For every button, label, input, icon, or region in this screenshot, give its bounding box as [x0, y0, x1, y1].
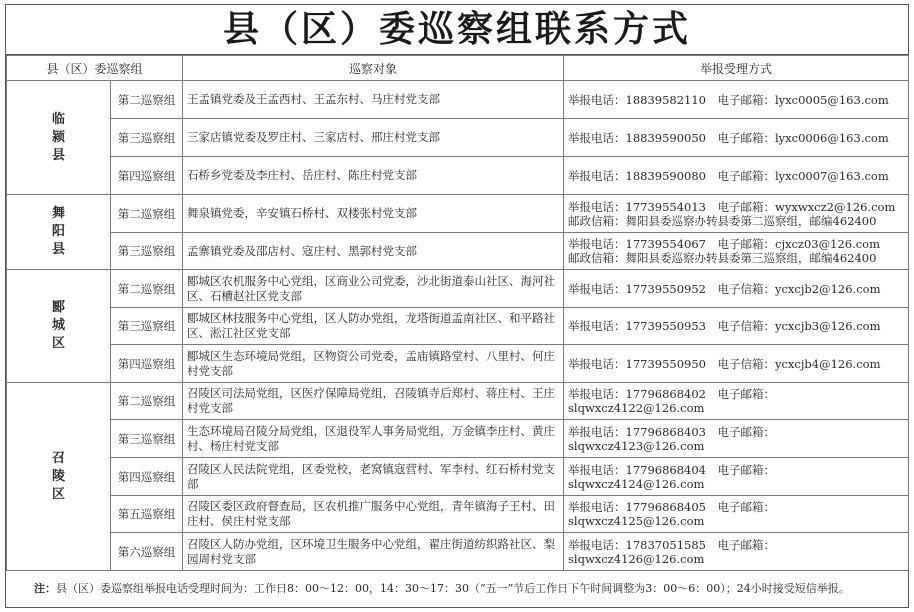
inspection-target: 三家店镇党委及罗庄村、三家店村、邢庄村党支部 — [183, 119, 564, 157]
inspection-target: 生态环境局召陵分局党组，区退役军人事务局党组，万金镇李庄村、黄庄村、杨庄村党支部 — [183, 420, 564, 458]
contact-line[interactable]: 邮政信箱：舞阳县委巡察办转县委第三巡察组，邮编462400 — [568, 251, 877, 265]
inspection-target: 召陵区司法局党组，区医疗保障局党组，召陵镇寺后郑村、蒋庄村、王庄村党支部 — [183, 383, 564, 420]
county-name — [7, 195, 111, 270]
contact-line[interactable]: 举报电话：17837051585 电子邮箱：slqwxcz4126@126.com — [568, 537, 775, 566]
contact-line[interactable]: 举报电话：17739550953 电子信箱：ycxcjb3@126.com — [568, 319, 881, 333]
report-contact — [564, 533, 909, 571]
report-contact — [564, 458, 909, 496]
inspection-target: 召陵区人民法院党组，区委党校，老窝镇寇营村、军李村、红石桥村党支部 — [183, 458, 564, 496]
report-contact — [564, 383, 909, 420]
county-name — [7, 270, 111, 383]
inspection-target: 孟寨镇党委及邵店村、寇庄村、黑郭村党支部 — [183, 233, 564, 270]
inspection-target: 郾城区农机服务中心党组，区商业公司党委，沙北街道泰山社区、海河社区、石槽赵社区党支部 — [183, 270, 564, 308]
report-contact — [564, 195, 909, 233]
county-name — [7, 383, 111, 571]
contact-line[interactable]: 举报电话：17796868402 电子邮箱：slqwxcz4122@126.com — [568, 387, 775, 415]
inspection-group: 第四巡察组 — [111, 157, 183, 195]
inspection-target: 召陵区人防办党组，区环境卫生服务中心党组，翟庄街道纺织路社区、梨园周村党支部 — [183, 533, 564, 571]
report-contact — [564, 496, 909, 533]
inspection-target: 王孟镇党委及王孟西村、王孟东村、马庄村党支部 — [183, 81, 564, 119]
inspection-group: 第三巡察组 — [111, 308, 183, 345]
contact-sheet — [5, 4, 909, 608]
header-target: 巡察对象 — [183, 56, 564, 81]
report-contact — [564, 157, 909, 195]
contact-line[interactable]: 举报电话：17739554013 电子邮箱：wyxwxcz2@126.com — [568, 199, 896, 214]
inspection-target: 郾城区林技服务中心党组，区人防办党组，龙塔街道孟南社区、和平路社区、淞江社区党支部 — [183, 308, 564, 345]
report-contact — [564, 420, 909, 458]
inspection-group: 第二巡察组 — [111, 383, 183, 420]
table-row — [7, 81, 909, 119]
report-contact — [564, 81, 909, 119]
inspection-group: 第二巡察组 — [111, 270, 183, 308]
footnote — [6, 571, 908, 607]
table-row — [7, 345, 909, 383]
contact-table — [6, 55, 909, 571]
table-row — [7, 270, 909, 308]
inspection-target: 召陵区委区政府督查局，区农机推广服务中心党组，青年镇海子王村、田庄村、侯庄村党支部 — [183, 496, 564, 533]
table-body — [7, 81, 909, 571]
county-name-text: 舞阳县 — [51, 206, 65, 257]
county-name-text: 郾城区 — [51, 300, 65, 351]
inspection-group: 第二巡察组 — [111, 81, 183, 119]
footnote-text: 县（区）委巡察组举报电话受理时间为：工作日8：00～12：00，14：30～17：30（“五一”节后工作日下午时间调整为3：00～6：00）；24小时接受短信举报。 — [56, 582, 850, 595]
report-contact — [564, 233, 909, 270]
table-row — [7, 157, 909, 195]
table-row — [7, 233, 909, 270]
contact-line[interactable]: 举报电话：17796868403 电子邮箱：slqwxcz4123@126.com — [568, 424, 775, 453]
contact-line[interactable]: 举报电话：18839590050 电子邮箱：lyxc0006@163.com — [568, 130, 889, 145]
contact-line[interactable]: 举报电话：17739550952 电子信箱：ycxcjb2@126.com — [568, 281, 881, 296]
table-row — [7, 308, 909, 345]
report-contact — [564, 345, 909, 383]
page-title: 县（区）委巡察组联系方式 — [6, 5, 908, 55]
table-row — [7, 496, 909, 533]
report-contact — [564, 119, 909, 157]
header-group: 县（区）委巡察组 — [7, 56, 183, 81]
table-row — [7, 533, 909, 571]
table-row — [7, 458, 909, 496]
inspection-group: 第三巡察组 — [111, 420, 183, 458]
inspection-group: 第四巡察组 — [111, 345, 183, 383]
contact-line[interactable]: 举报电话：17796868405 电子邮箱：slqwxcz4125@126.com — [568, 500, 775, 528]
table-row — [7, 119, 909, 157]
county-name-text: 召陵区 — [51, 450, 65, 502]
inspection-target: 石桥乡党委及李庄村、岳庄村、陈庄村党支部 — [183, 157, 564, 195]
table-row — [7, 420, 909, 458]
report-contact — [564, 270, 909, 308]
inspection-group: 第三巡察组 — [111, 119, 183, 157]
table-header-row — [7, 56, 909, 81]
contact-line[interactable]: 举报电话：18839582110 电子邮箱：lyxc0005@163.com — [568, 92, 889, 107]
contact-line[interactable]: 举报电话：18839590080 电子邮箱：lyxc0007@163.com — [568, 168, 889, 183]
table-row — [7, 383, 909, 420]
inspection-group: 第五巡察组 — [111, 496, 183, 533]
contact-line[interactable]: 举报电话：17739550950 电子信箱：ycxcjb4@126.com — [568, 356, 881, 371]
inspection-target: 郾城区生态环境局党组，区物资公司党委，孟庙镇路堂村、八里村、何庄村党支部 — [183, 345, 564, 383]
header-contact: 举报受理方式 — [564, 56, 909, 81]
contact-line[interactable]: 举报电话：17796868404 电子邮箱：slqwxcz4124@126.com — [568, 462, 775, 491]
county-name-text: 临颍县 — [51, 111, 65, 163]
inspection-target: 舞泉镇党委，辛安镇石桥村、双楼张村党支部 — [183, 195, 564, 233]
contact-line[interactable]: 举报电话：17739554067 电子邮箱：cjxcz03@126.com — [568, 237, 880, 251]
inspection-group: 第四巡察组 — [111, 458, 183, 496]
county-name — [7, 81, 111, 195]
contact-line[interactable]: 邮政信箱：舞阳县委巡察办转县委第二巡察组，邮编462400 — [568, 213, 877, 228]
report-contact — [564, 308, 909, 345]
inspection-group: 第三巡察组 — [111, 233, 183, 270]
inspection-group: 第六巡察组 — [111, 533, 183, 571]
table-row — [7, 195, 909, 233]
footnote-label: 注： — [34, 582, 56, 595]
inspection-group: 第二巡察组 — [111, 195, 183, 233]
